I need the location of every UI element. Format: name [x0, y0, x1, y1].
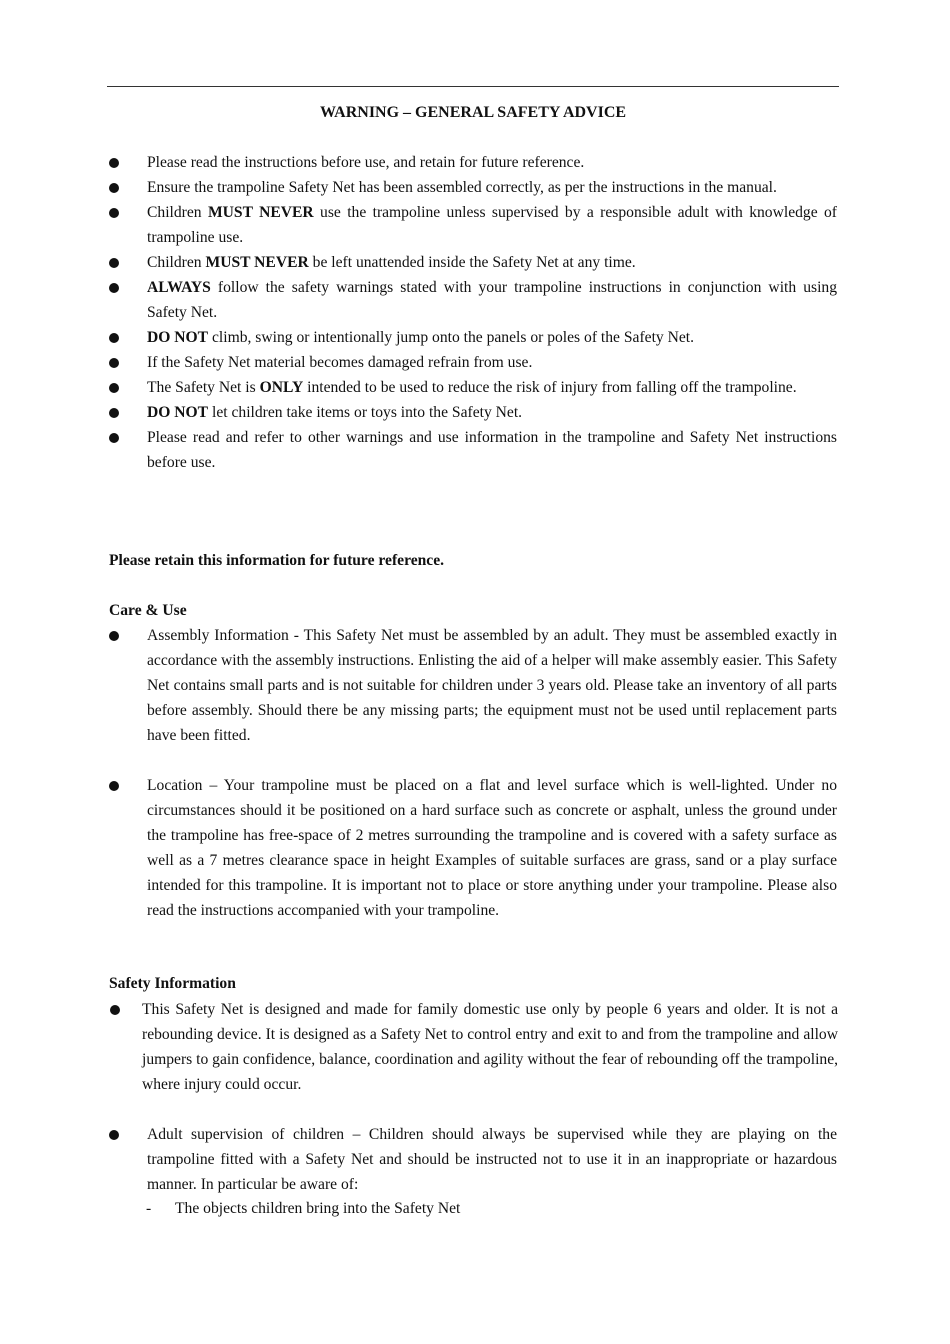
bullet-icon	[109, 158, 119, 168]
list-item	[0, 275, 837, 325]
list-item	[0, 1122, 837, 1197]
emphasis-text: ONLY	[259, 379, 304, 396]
list-item	[0, 325, 837, 350]
item-text: Children	[147, 254, 206, 271]
page-title: WARNING – GENERAL SAFETY ADVICE	[319, 104, 627, 121]
care-item-location: Location – Your trampoline must be placed on a flat and level surface which is well-lighted. Under no circumstances should it be positioned on a hard surface such as concrete or asphalt, unless the ground under the trampoline has free-space of 2 metres surrounding the trampoline and is covered with a safety surface as well as a 7 metres clearance space in height Examples of suitable surfaces are grass, sand or a play surface intended for this trampoline. It is important not to place or store anything under your trampoline. Please also read the instructions accompanied with your trampoline.	[147, 777, 837, 919]
item-text: Children	[147, 204, 208, 221]
list-item	[0, 250, 837, 275]
care-use-list	[0, 623, 837, 923]
dash-marker: -	[146, 1200, 152, 1217]
bullet-icon	[109, 631, 119, 641]
list-item	[0, 200, 837, 250]
list-item	[0, 773, 837, 923]
bullet-icon	[109, 781, 119, 791]
safety-item-supervision: Adult supervision of children – Children should always be supervised while they are playing on the trampoline fitted with a Safety Net and should be instructed not to use it in an inappropriate or hazardous manner. In particular be aware of:	[147, 1126, 837, 1193]
bullet-icon	[109, 1130, 119, 1140]
item-text: Please read the instructions before use, and retain for future reference.	[147, 154, 585, 171]
bullet-icon	[109, 433, 119, 443]
item-text: let children take items or toys into the Safety Net.	[208, 404, 523, 421]
bullet-icon	[109, 383, 119, 393]
retain-notice: Please retain this information for future reference.	[109, 552, 445, 569]
emphasis-text: DO NOT	[147, 329, 209, 346]
care-item-assembly: Assembly Information - This Safety Net must be assembled by an adult. They must be assembled exactly in accordance with the assembly instructions. Enlisting the aid of a helper will make assembly easier. This Safety Net contains small parts and is not suitable for children under 3 years old. Please take an inventory of all parts before assembly. Should there be any missing parts; the equipment must not be used until replacement parts have been fitted.	[147, 627, 837, 744]
bullet-icon	[109, 408, 119, 418]
item-text: climb, swing or intentionally jump onto the panels or poles of the Safety Net.	[208, 329, 695, 346]
item-text: Please read and refer to other warnings and use information in the trampoline and Safety Net instructions before use.	[147, 429, 837, 471]
general-safety-list	[0, 150, 837, 475]
sub-list-item	[146, 1197, 460, 1221]
header-rule	[107, 86, 839, 87]
list-item	[0, 997, 838, 1097]
bullet-icon	[109, 333, 119, 343]
safety-information-list	[0, 997, 838, 1197]
safety-item-design: This Safety Net is designed and made for family domestic use only by people 6 years and older. It is not a rebounding device. It is designed as a Safety Net to control entry and exit to and from the trampoline and allow jumpers to gain confidence, balance, coordination and agility without the fear of rebounding off the trampoline, where injury could occur.	[142, 1001, 839, 1093]
item-text: If the Safety Net material becomes damaged refrain from use.	[147, 354, 533, 371]
list-item	[0, 425, 837, 475]
bullet-icon	[110, 1005, 120, 1015]
list-item	[0, 150, 837, 175]
bullet-icon	[109, 258, 119, 268]
emphasis-text: ALWAYS	[147, 279, 211, 296]
bullet-icon	[109, 208, 119, 218]
emphasis-text: MUST NEVER	[207, 204, 314, 221]
emphasis-text: DO NOT	[147, 404, 209, 421]
safety-information-heading: Safety Information	[109, 975, 236, 992]
bullet-icon	[109, 358, 119, 368]
item-text: use the trampoline unless supervised by a responsible adult with knowledge of trampoline use.	[147, 204, 837, 246]
bullet-icon	[109, 183, 119, 193]
item-text: be left unattended inside the Safety Net at any time.	[308, 254, 636, 271]
sub-item-text: The objects children bring into the Safety Net	[175, 1200, 461, 1217]
item-text: intended to be used to reduce the risk of injury from falling off the trampoline.	[303, 379, 797, 396]
list-item	[0, 400, 837, 425]
item-text: follow the safety warnings stated with your trampoline instructions in conjunction with using Safety Net.	[147, 279, 837, 321]
list-item	[0, 350, 837, 375]
list-item	[0, 175, 837, 200]
bullet-icon	[109, 283, 119, 293]
list-item	[0, 623, 837, 748]
emphasis-text: MUST NEVER	[205, 254, 309, 271]
item-text: The Safety Net is	[147, 379, 260, 396]
item-text: Ensure the trampoline Safety Net has been assembled correctly, as per the instructions in the manual.	[147, 179, 777, 196]
care-use-heading: Care & Use	[109, 602, 187, 619]
list-item	[0, 375, 837, 400]
